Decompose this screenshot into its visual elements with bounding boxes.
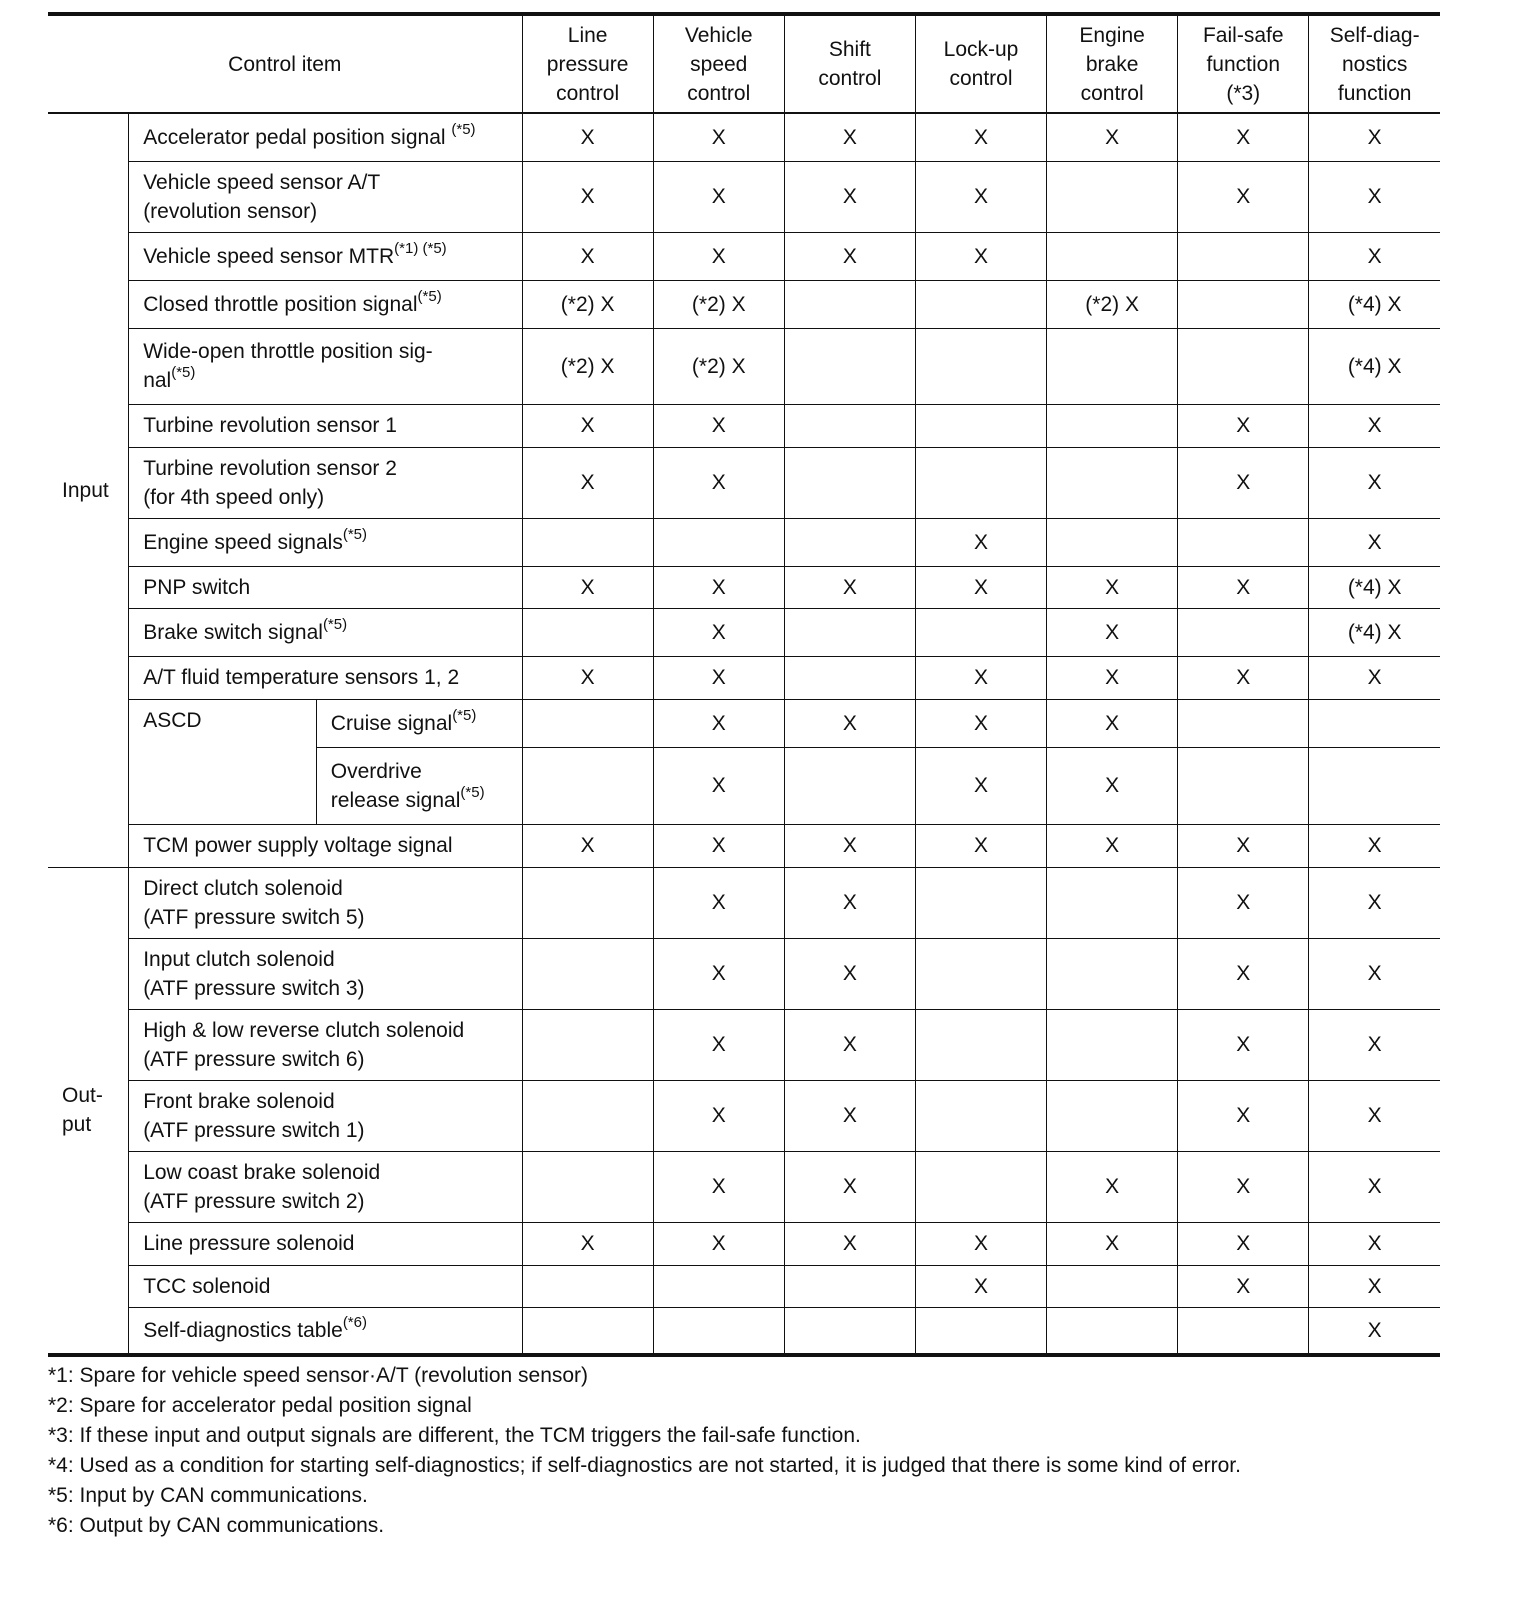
mark-cell: X [522, 566, 653, 608]
control-item-label: TCM power supply voltage signal [129, 824, 522, 867]
mark-cell [784, 1307, 915, 1355]
footnote-ref: (*6) [342, 1313, 367, 1331]
mark-cell: X [653, 824, 784, 867]
mark-cell: X [1309, 161, 1440, 232]
mark-cell [784, 328, 915, 404]
footnote-ref: (*1) (*5) [394, 239, 447, 257]
control-item-label: Input clutch solenoid (ATF pressure switch 3) [129, 938, 522, 1009]
document [48, 12, 1440, 1541]
mark-cell [1047, 404, 1178, 447]
footnote-ref: (*5) [452, 706, 477, 724]
control-item-label: Brake switch signal$^{(*5)}$ [129, 608, 522, 656]
mark-cell: X [1047, 566, 1178, 608]
table-row [48, 518, 1440, 566]
mark-cell [522, 699, 653, 747]
mark-cell: X [1309, 232, 1440, 280]
mark-cell: (*2) X [522, 280, 653, 328]
mark-cell [1047, 161, 1178, 232]
mark-cell [915, 280, 1046, 328]
mark-cell: X [653, 867, 784, 938]
mark-cell: X [915, 232, 1046, 280]
mark-cell [653, 1307, 784, 1355]
mark-cell [784, 518, 915, 566]
header-engine-brake-control: Engine brake control [1047, 14, 1178, 113]
mark-cell: X [1309, 1009, 1440, 1080]
mark-cell [1047, 1265, 1178, 1307]
mark-cell: X [522, 404, 653, 447]
mark-cell: X [1309, 1222, 1440, 1265]
mark-cell: (*4) X [1309, 328, 1440, 404]
group-input: Input [48, 113, 129, 867]
control-item-label: Engine speed signals$^{(*5)}$ [129, 518, 522, 566]
footnote: *5: Input by CAN communications. [48, 1484, 368, 1507]
mark-cell: X [1047, 656, 1178, 699]
mark-cell: X [1178, 1151, 1309, 1222]
mark-cell [522, 518, 653, 566]
mark-cell [915, 447, 1046, 518]
mark-cell: X [1178, 113, 1309, 161]
mark-cell [522, 1009, 653, 1080]
control-item-label: PNP switch [129, 566, 522, 608]
header-control-item: Control item [48, 14, 522, 113]
table-row [48, 1151, 1440, 1222]
mark-cell: X [1309, 1265, 1440, 1307]
table-row [48, 656, 1440, 699]
mark-cell: X [1309, 1307, 1440, 1355]
footnote: *1: Spare for vehicle speed sensor·A/T (revolution sensor) [48, 1364, 589, 1387]
mark-cell: X [915, 1222, 1046, 1265]
mark-cell: (*4) X [1309, 280, 1440, 328]
mark-cell: X [653, 1080, 784, 1151]
mark-cell: X [1047, 699, 1178, 747]
mark-cell [1178, 699, 1309, 747]
mark-cell: X [653, 113, 784, 161]
header-line-pressure-control: Line pressure control [522, 14, 653, 113]
table-row [48, 1222, 1440, 1265]
mark-cell: X [1178, 656, 1309, 699]
control-item-label: Turbine revolution sensor 1 [129, 404, 522, 447]
table-row [48, 404, 1440, 447]
table-row [48, 824, 1440, 867]
mark-cell [784, 1265, 915, 1307]
mark-cell [915, 404, 1046, 447]
footnote-ref: (*5) [451, 120, 476, 138]
mark-cell: X [1309, 113, 1440, 161]
table-row [48, 566, 1440, 608]
footnotes [48, 1361, 1440, 1541]
mark-cell: X [653, 1151, 784, 1222]
mark-cell: X [1047, 1151, 1178, 1222]
control-item-label: Line pressure solenoid [129, 1222, 522, 1265]
footnote-ref: (*5) [417, 287, 442, 305]
mark-cell: X [915, 113, 1046, 161]
control-item-label: Front brake solenoid (ATF pressure switch 1) [129, 1080, 522, 1151]
mark-cell: X [784, 938, 915, 1009]
mark-cell: X [1309, 824, 1440, 867]
mark-cell [915, 1080, 1046, 1151]
header-lock-up-control: Lock-up control [915, 14, 1046, 113]
mark-cell: X [653, 747, 784, 824]
mark-cell [1178, 232, 1309, 280]
mark-cell: X [1309, 656, 1440, 699]
table-row [48, 280, 1440, 328]
mark-cell [915, 1307, 1046, 1355]
mark-cell: (*2) X [653, 328, 784, 404]
mark-cell: X [653, 938, 784, 1009]
table-row [48, 328, 1440, 404]
mark-cell: X [1178, 1222, 1309, 1265]
control-item-label: High & low reverse clutch solenoid (ATF pressure switch 6) [129, 1009, 522, 1080]
mark-cell [1178, 518, 1309, 566]
mark-cell: X [1047, 113, 1178, 161]
mark-cell [915, 608, 1046, 656]
table-row [48, 1265, 1440, 1307]
mark-cell: X [653, 161, 784, 232]
header-shift-control: Shift control [784, 14, 915, 113]
mark-cell: X [522, 656, 653, 699]
footnote: *6: Output by CAN communications. [48, 1514, 385, 1537]
control-item-label: Closed throttle position signal$^{(*5)}$ [129, 280, 522, 328]
control-item-label: Accelerator pedal position signal $^{(*5)}$ [129, 113, 522, 161]
mark-cell: X [1047, 747, 1178, 824]
mark-cell: X [1047, 608, 1178, 656]
mark-cell [522, 1307, 653, 1355]
footnote: *2: Spare for accelerator pedal position signal [48, 1394, 472, 1417]
mark-cell: X [915, 656, 1046, 699]
mark-cell [915, 328, 1046, 404]
table-row [48, 447, 1440, 518]
table-row [48, 608, 1440, 656]
mark-cell [784, 608, 915, 656]
mark-cell [1178, 1307, 1309, 1355]
table-row [48, 1080, 1440, 1151]
mark-cell: X [1178, 824, 1309, 867]
mark-cell: X [1047, 1222, 1178, 1265]
mark-cell [915, 867, 1046, 938]
mark-cell: X [784, 867, 915, 938]
mark-cell: X [1309, 938, 1440, 1009]
mark-cell: X [1178, 161, 1309, 232]
mark-cell [522, 938, 653, 1009]
mark-cell: X [784, 1009, 915, 1080]
mark-cell: X [522, 113, 653, 161]
mark-cell: X [784, 113, 915, 161]
footnote-ref: (*5) [342, 525, 368, 543]
mark-cell: X [1309, 518, 1440, 566]
control-item-label: A/T fluid temperature sensors 1, 2 [129, 656, 522, 699]
mark-cell [784, 404, 915, 447]
table-row [48, 161, 1440, 232]
control-item-label: Overdrive release signal$^{(*5)}$ [316, 747, 522, 824]
group-output: Out- put [48, 867, 129, 1355]
table-row [48, 938, 1440, 1009]
mark-cell [522, 1080, 653, 1151]
table-row [48, 1009, 1440, 1080]
control-item-label: Wide-open throttle position sig- nal$^{(*5)}$ [129, 328, 522, 404]
header-self-diagnostics-function: Self-diag- nostics function [1309, 14, 1440, 113]
mark-cell: X [653, 447, 784, 518]
mark-cell [1178, 608, 1309, 656]
mark-cell [522, 747, 653, 824]
header-row [48, 14, 1440, 113]
mark-cell: X [915, 699, 1046, 747]
mark-cell [1047, 447, 1178, 518]
mark-cell [915, 1151, 1046, 1222]
mark-cell: X [1178, 938, 1309, 1009]
mark-cell: X [784, 1151, 915, 1222]
mark-cell: X [1047, 824, 1178, 867]
table-row [48, 1307, 1440, 1355]
mark-cell: X [915, 518, 1046, 566]
mark-cell [522, 1151, 653, 1222]
mark-cell [1309, 747, 1440, 824]
group-ascd: ASCD [129, 699, 317, 824]
mark-cell: X [1178, 404, 1309, 447]
mark-cell [1047, 1307, 1178, 1355]
control-item-label: Cruise signal$^{(*5)}$ [316, 699, 522, 747]
mark-cell: X [915, 747, 1046, 824]
mark-cell: X [1178, 867, 1309, 938]
mark-cell [1047, 1009, 1178, 1080]
mark-cell: X [1309, 404, 1440, 447]
mark-cell [653, 1265, 784, 1307]
footnote: *4: Used as a condition for starting self-diagnostics; if self-diagnostics are not started, it is judged that there is some kind of error. [48, 1454, 1241, 1477]
mark-cell: X [784, 232, 915, 280]
mark-cell: X [915, 1265, 1046, 1307]
mark-cell [915, 938, 1046, 1009]
mark-cell: X [653, 1222, 784, 1265]
mark-cell: X [784, 824, 915, 867]
mark-cell [1047, 938, 1178, 1009]
mark-cell [784, 447, 915, 518]
mark-cell: X [784, 1222, 915, 1265]
mark-cell: X [784, 1080, 915, 1151]
mark-cell: X [522, 161, 653, 232]
mark-cell [522, 608, 653, 656]
mark-cell [1047, 232, 1178, 280]
mark-cell [1047, 518, 1178, 566]
mark-cell: X [653, 608, 784, 656]
mark-cell: X [522, 447, 653, 518]
mark-cell [653, 518, 784, 566]
table-row [48, 232, 1440, 280]
mark-cell: X [653, 404, 784, 447]
mark-cell [784, 280, 915, 328]
mark-cell: X [522, 1222, 653, 1265]
footnote-ref: (*5) [460, 783, 485, 801]
mark-cell: X [784, 161, 915, 232]
control-item-label: Direct clutch solenoid (ATF pressure switch 5) [129, 867, 522, 938]
mark-cell: X [522, 824, 653, 867]
mark-cell: X [915, 824, 1046, 867]
control-item-label: Low coast brake solenoid (ATF pressure switch 2) [129, 1151, 522, 1222]
mark-cell: X [653, 1009, 784, 1080]
control-item-label: Vehicle speed sensor A/T (revolution sensor) [129, 161, 522, 232]
control-item-label: Self-diagnostics table$^{(*6)}$ [129, 1307, 522, 1355]
mark-cell: X [1178, 447, 1309, 518]
footnote: *3: If these input and output signals are different, the TCM triggers the fail-safe function. [48, 1424, 861, 1447]
mark-cell: X [1309, 1080, 1440, 1151]
table-row [48, 867, 1440, 938]
mark-cell: X [915, 161, 1046, 232]
mark-cell: X [1178, 1080, 1309, 1151]
control-item-table [48, 12, 1440, 1357]
mark-cell [784, 656, 915, 699]
mark-cell: X [522, 232, 653, 280]
mark-cell: X [653, 656, 784, 699]
mark-cell: X [1309, 1151, 1440, 1222]
mark-cell [1178, 328, 1309, 404]
mark-cell: X [1178, 566, 1309, 608]
mark-cell: (*2) X [653, 280, 784, 328]
mark-cell [915, 1009, 1046, 1080]
mark-cell [1047, 867, 1178, 938]
mark-cell: X [653, 699, 784, 747]
mark-cell: X [653, 566, 784, 608]
mark-cell: X [1309, 447, 1440, 518]
control-item-label: Turbine revolution sensor 2 (for 4th speed only) [129, 447, 522, 518]
mark-cell: (*2) X [522, 328, 653, 404]
mark-cell: X [653, 232, 784, 280]
mark-cell [1178, 747, 1309, 824]
mark-cell [522, 867, 653, 938]
footnote-ref: (*5) [322, 615, 348, 633]
mark-cell [1047, 1080, 1178, 1151]
table-row [48, 699, 1440, 747]
header-vehicle-speed-control: Vehicle speed control [653, 14, 784, 113]
table-row [48, 113, 1440, 161]
mark-cell [1047, 328, 1178, 404]
mark-cell [784, 747, 915, 824]
mark-cell: X [1178, 1009, 1309, 1080]
control-item-label: TCC solenoid [129, 1265, 522, 1307]
mark-cell: (*2) X [1047, 280, 1178, 328]
mark-cell: X [1309, 867, 1440, 938]
mark-cell: X [915, 566, 1046, 608]
mark-cell: (*4) X [1309, 608, 1440, 656]
header-fail-safe-function: Fail-safe function (*3) [1178, 14, 1309, 113]
mark-cell [1178, 280, 1309, 328]
mark-cell: X [784, 699, 915, 747]
footnote-ref: (*5) [171, 364, 196, 381]
mark-cell [1309, 699, 1440, 747]
mark-cell: (*4) X [1309, 566, 1440, 608]
mark-cell: X [784, 566, 915, 608]
mark-cell [522, 1265, 653, 1307]
control-item-label: Vehicle speed sensor $MTR^{(*1) (*5)}$ [129, 232, 522, 280]
mark-cell: X [1178, 1265, 1309, 1307]
